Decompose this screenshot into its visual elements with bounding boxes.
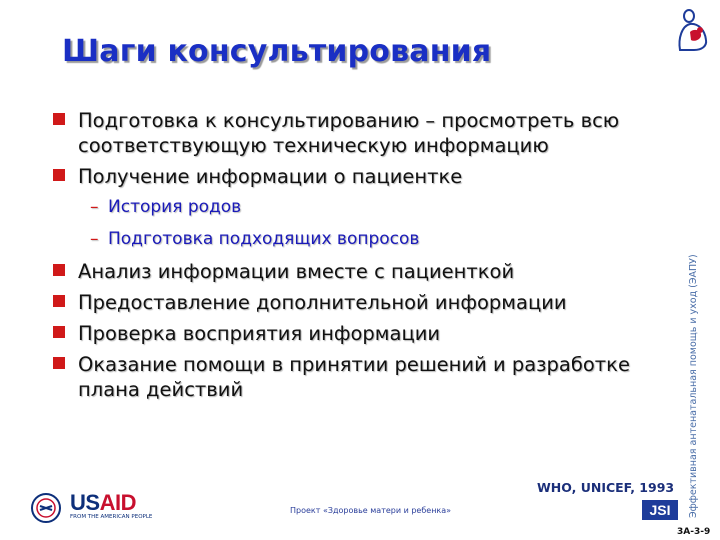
bullet-text: Оказание помощи в принятии решений и разработке плана действий — [78, 353, 630, 401]
mother-child-logo — [672, 6, 714, 52]
bullet-text: Анализ информации вместе с пациенткой — [78, 260, 515, 283]
bullet-text: Проверка восприятия информации — [78, 322, 441, 345]
dash-icon: – — [90, 229, 99, 249]
bullet-square-icon — [53, 264, 65, 276]
bullet-item — [50, 259, 680, 284]
usaid-logo — [30, 492, 172, 524]
usaid-subtext: FROM THE AMERICAN PEOPLE — [70, 514, 153, 520]
slide-number: 3А-3-9 — [677, 527, 711, 537]
bullet-square-icon — [53, 326, 65, 338]
bullet-item — [50, 108, 680, 158]
sub-bullet-item — [50, 227, 680, 251]
jsi-logo: JSI — [642, 500, 678, 520]
usaid-aid: AID — [99, 490, 136, 515]
bullet-square-icon — [53, 113, 65, 125]
bullet-item — [50, 290, 680, 315]
footer-project-text: Проект «Здоровье матери и ребенка» — [290, 506, 452, 515]
usaid-wordmark — [70, 490, 136, 516]
sub-bullet-text: Подготовка подходящих вопросов — [108, 229, 420, 249]
sidebar-vertical-text: Эффективная антенатальная помощь и уход (ЭАПУ) — [688, 254, 699, 518]
dash-icon: – — [90, 197, 99, 217]
usaid-us: US — [70, 490, 100, 515]
slide-title: Шаги консультирования — [62, 34, 492, 69]
bullet-square-icon — [53, 169, 65, 181]
sub-bullet-item — [50, 195, 680, 219]
bullet-text: Предоставление дополнительной информации — [78, 291, 567, 314]
bullet-square-icon — [53, 357, 65, 369]
bullet-list — [50, 108, 680, 408]
sub-bullet-text: История родов — [108, 197, 242, 217]
bullet-text: Подготовка к консультированию – просмотреть всю соответствующую техническую информацию — [78, 109, 620, 157]
bullet-item — [50, 164, 680, 189]
usaid-seal-icon — [30, 492, 66, 524]
bullet-item — [50, 321, 680, 346]
bullet-item — [50, 352, 680, 402]
bullet-square-icon — [53, 295, 65, 307]
bullet-text: Получение информации о пациентке — [78, 165, 463, 188]
citation: WHO, UNICEF, 1993 — [537, 480, 675, 495]
